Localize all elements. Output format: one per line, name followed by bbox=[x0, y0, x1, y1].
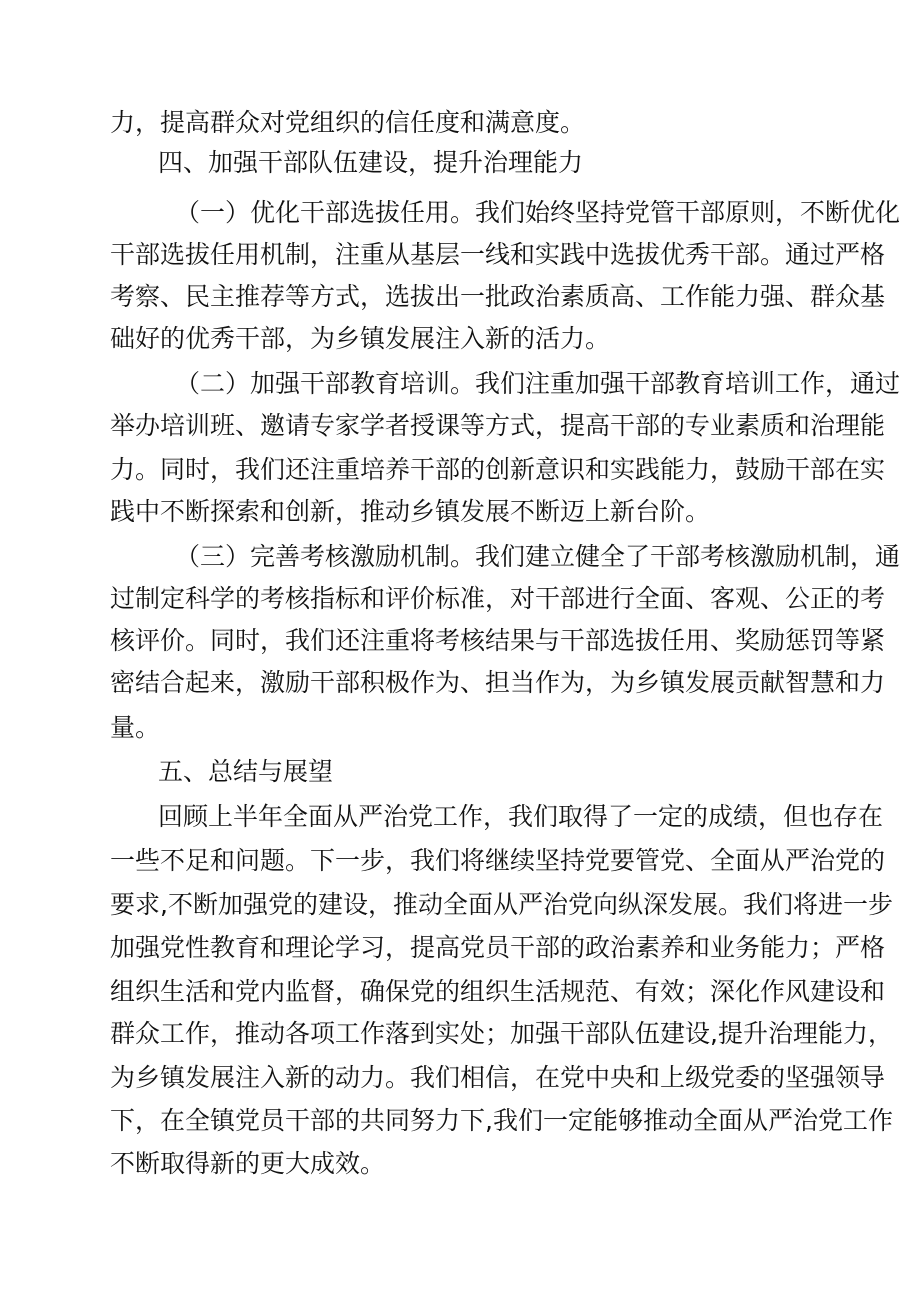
paragraph-line: （二）加强干部教育培训。我们注重加强干部教育培训工作，通过 bbox=[175, 369, 901, 398]
paragraph-line: 考察、民主推荐等方式，选拔出一批政治素质高、工作能力强、群众基 bbox=[110, 282, 886, 311]
paragraph-line: 础好的优秀干部，为乡镇发展注入新的活力。 bbox=[110, 324, 611, 353]
paragraph-line: 下，在全镇党员干部的共同努力下,我们一定能够推动全面从严治党工作 bbox=[110, 1106, 893, 1135]
paragraph-line: （三）完善考核激励机制。我们建立健全了干部考核激励机制，通 bbox=[175, 542, 901, 571]
paragraph-line: 干部选拔任用机制，注重从基层一线和实践中选拔优秀干部。通过严格 bbox=[110, 240, 886, 269]
section-heading-4: 四、加强干部队伍建设，提升治理能力 bbox=[158, 148, 584, 177]
paragraph-line: 密结合起来，激励干部积极作为、担当作为，为乡镇发展贡献智慧和力 bbox=[110, 668, 886, 697]
paragraph-line: 群众工作，推动各项工作落到实处；加强干部队伍建设,提升治理能力， bbox=[110, 1019, 893, 1048]
section-heading-5: 五、总结与展望 bbox=[158, 757, 334, 786]
body-text-line: 力，提高群众对党组织的信任度和满意度。 bbox=[110, 108, 586, 137]
paragraph-line: 过制定科学的考核指标和评价标准，对干部进行全面、客观、公正的考 bbox=[110, 584, 886, 613]
paragraph-line: 组织生活和党内监督，确保党的组织生活规范、有效；深化作风建设和 bbox=[110, 977, 886, 1006]
paragraph-line: 核评价。同时，我们还注重将考核结果与干部选拔任用、奖励惩罚等紧 bbox=[110, 626, 886, 655]
paragraph-line: 要求,不断加强党的建设，推动全面从严治党向纵深发展。我们将进一步 bbox=[110, 890, 893, 919]
paragraph-line: 量。 bbox=[110, 713, 161, 742]
paragraph-line: 加强党性教育和理论学习，提高党员干部的政治素养和业务能力；严格 bbox=[110, 933, 886, 962]
paragraph-line: 践中不断探索和创新，推动乡镇发展不断迈上新台阶。 bbox=[110, 497, 711, 526]
paragraph-line: 不断取得新的更大成效。 bbox=[110, 1149, 386, 1178]
paragraph-line: 举办培训班、邀请专家学者授课等方式，提高干部的专业素质和治理能 bbox=[110, 411, 886, 440]
paragraph-line: 一些不足和问题。下一步，我们将继续坚持党要管党、全面从严治党的 bbox=[110, 846, 886, 875]
paragraph-line: （一）优化干部选拔任用。我们始终坚持党管干部原则，不断优化 bbox=[175, 198, 901, 227]
paragraph-line: 为乡镇发展注入新的动力。我们相信，在党中央和上级党委的坚强领导 bbox=[110, 1063, 886, 1092]
paragraph-line: 力。同时，我们还注重培养干部的创新意识和实践能力，鼓励干部在实 bbox=[110, 455, 886, 484]
paragraph-line: 回顾上半年全面从严治党工作，我们取得了一定的成绩，但也存在 bbox=[158, 802, 884, 831]
